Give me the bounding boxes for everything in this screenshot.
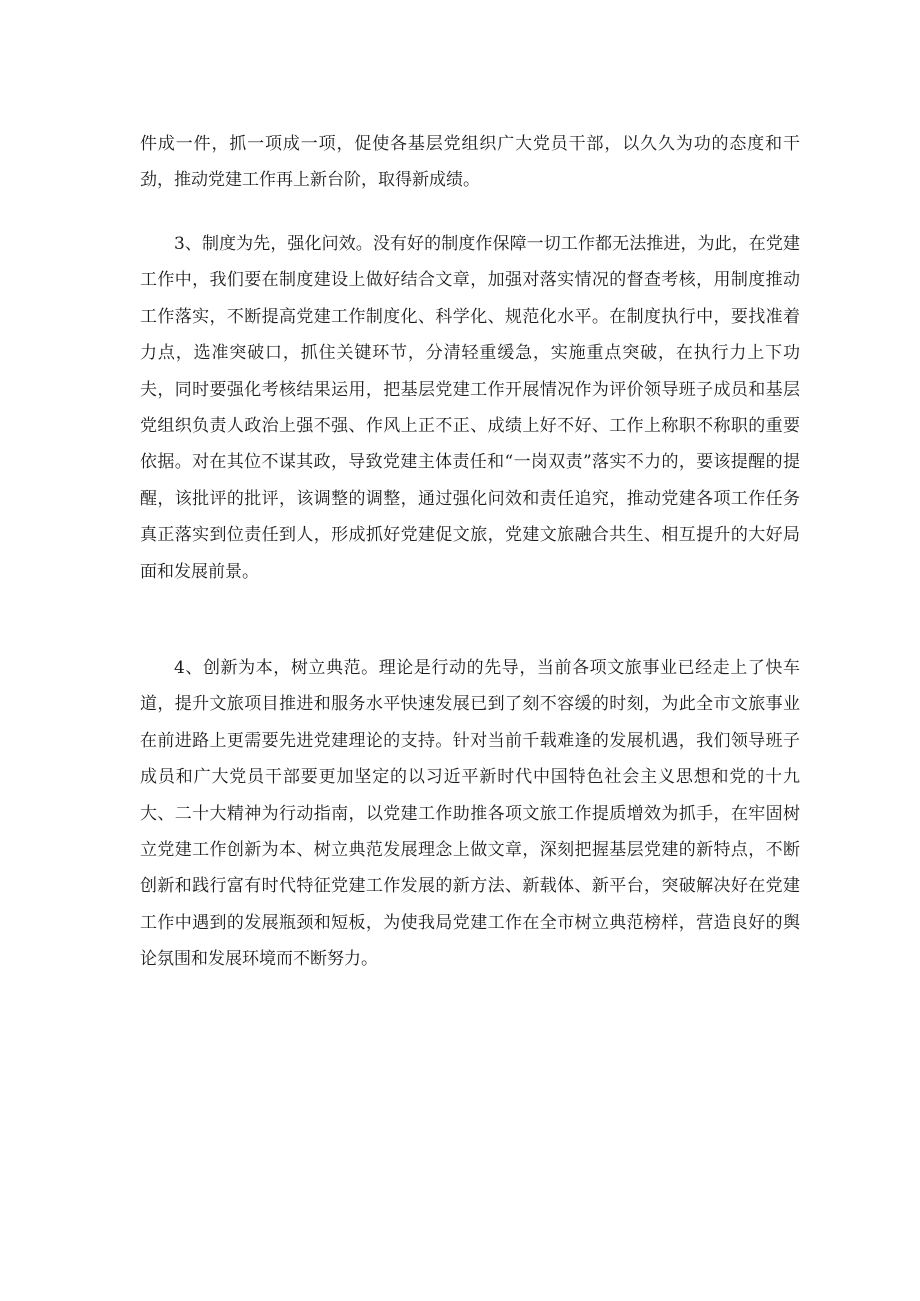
paragraph-section-3: 3、制度为先，强化问效。没有好的制度作保障一切工作都无法推进，为此，在党建工作中，我们要在制度建设上做好结合文章，加强对落实情况的督查考核，用制度推动工作落实，不断提高党建工作制度化、科学化、规范化水平。在制度执行中，要找准着力点，选准突破口，抓住关键环节，分清轻重缓急，实施重点突破，在执行力上下功夫，同时要强化考核结果运用，把基层党建工作开展情况作为评价领导班子成员和基层党组织负责人政治上强不强、作风上正不正、成绩上好不好、工作上称职不称职的重要依据。对在其位不谋其政，导致党建主体责任和“一岗双责”落实不力的，要该提醒的提醒，该批评的批评，该调整的调整，通过强化问效和责任追究，推动党建各项工作任务真正落实到位责任到人，形成抓好党建促文旅，党建文旅融合共生、相互提升的大好局面和发展前景。 bbox=[140, 234, 800, 582]
paragraph-continuation: 件成一件，抓一项成一项，促使各基层党组织广大党员干部，以久久为功的态度和干劲，推动党建工作再上新台阶，取得新成绩。 bbox=[140, 134, 800, 191]
paragraph-section-4: 4、创新为本，树立典范。理论是行动的先导，当前各项文旅事业已经走上了快车道，提升文旅项目推进和服务水平快速发展已到了刻不容缓的时刻，为此全市文旅事业在前进路上更需要先进党建理论的支持。针对当前千载难逢的发展机遇，我们领导班子成员和广大党员干部要更加坚定的以习近平新时代中国特色社会主义思想和党的十九大、二十大精神为行动指南，以党建工作助推各项文旅工作提质增效为抓手，在牢固树立党建工作创新为本、树立典范发展理念上做文章，深刻把握基层党建的新特点，不断创新和践行富有时代特征党建工作发展的新方法、新载体、新平台，突破解决好在党建工作中遇到的发展瓶颈和短板，为使我局党建工作在全市树立典范榜样，营造良好的舆论氛围和发展环境而不断努力。 bbox=[140, 658, 800, 970]
